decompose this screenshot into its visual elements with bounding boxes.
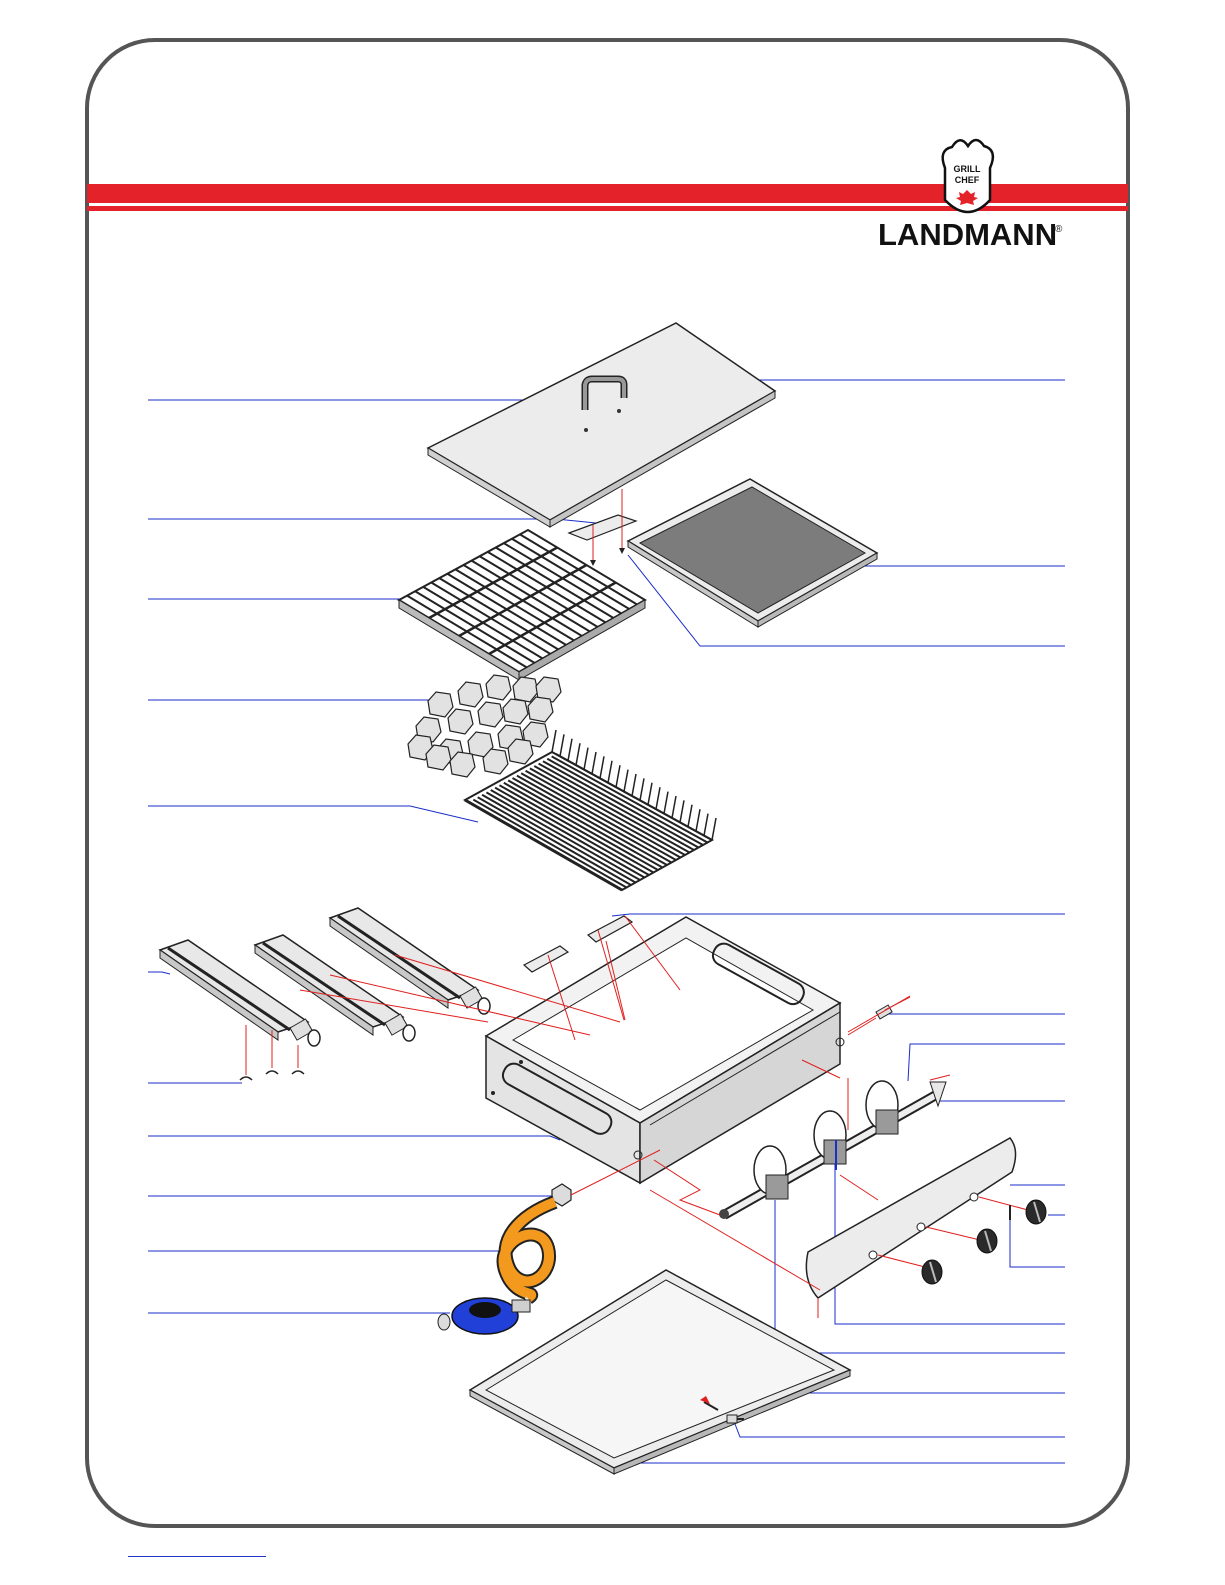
leader-hot-plate-bracket <box>148 519 596 523</box>
leader-grate-supports <box>612 914 1065 916</box>
leader-burners <box>148 972 170 974</box>
badge-line-grill: GRILL <box>953 164 981 174</box>
burners <box>160 908 490 1046</box>
cooking-grill <box>399 530 645 680</box>
leader-grease-tray-screw <box>735 1424 1065 1437</box>
brand-wordmark: LANDMANN <box>878 217 1058 252</box>
hot-plate <box>628 479 877 627</box>
gas-valve-nut <box>848 997 910 1035</box>
footer-divider <box>128 1556 266 1557</box>
lava-rocks <box>408 675 561 777</box>
grill-chef-badge-logo <box>943 140 993 212</box>
badge-line-chef: CHEF <box>954 175 980 185</box>
registered-mark: ® <box>1055 224 1063 235</box>
regulator <box>438 1298 530 1334</box>
leader-lava-rock-grate <box>148 806 478 822</box>
leader-valve-screw <box>908 1044 1065 1081</box>
leader-firebox <box>148 1136 560 1140</box>
gas-hose <box>504 1202 555 1298</box>
